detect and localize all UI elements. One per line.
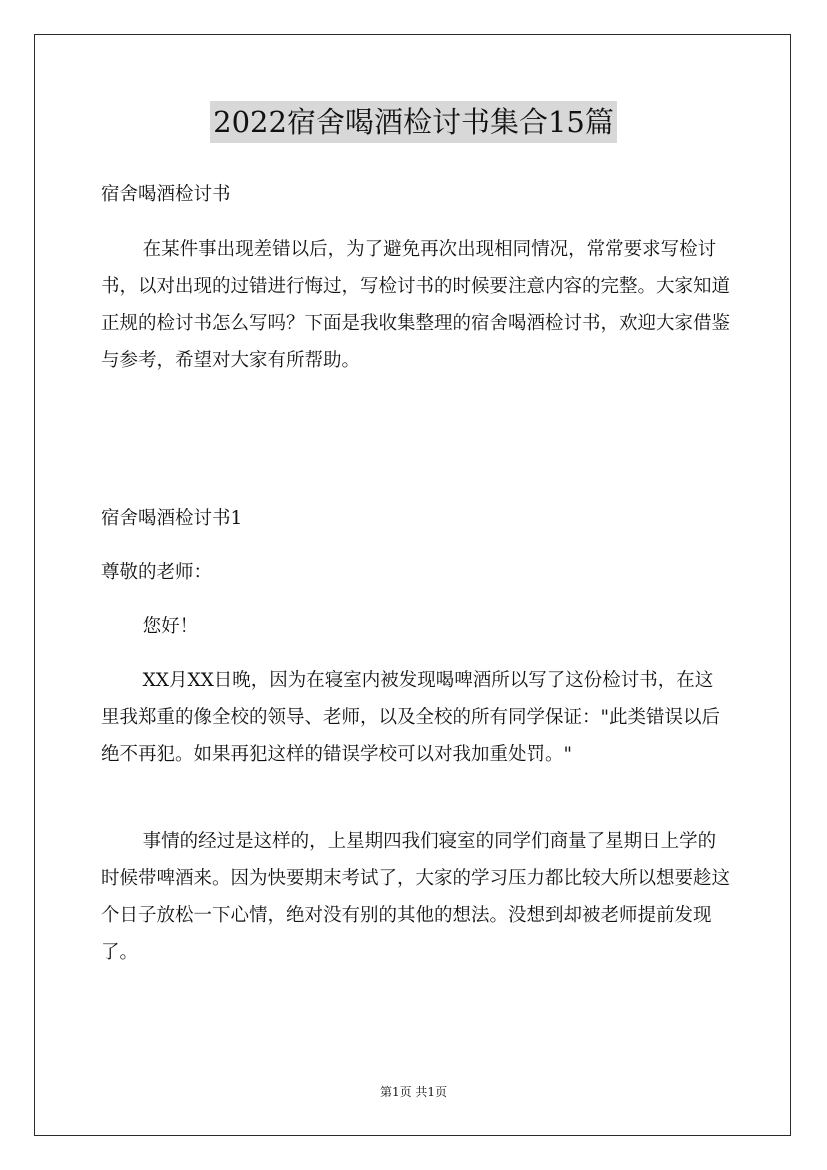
body-paragraph-1: XX月XX日晚，因为在寝室内被发现喝啤酒所以写了这份检讨书，在这里我郑重的像全校的领导、老师，以及全校的所有同学保证："此类错误以后绝不再犯。如果再犯这样的错误学校可以对我加重处罚。" — [101, 670, 721, 765]
document-title-text: 2022宿舍喝酒检讨书集合15篇 — [210, 101, 617, 143]
body-paragraph-2: 事情的经过是这样的，上星期四我们寝室的同学们商量了星期日上学的时候带啤酒来。因为快要期末考试了，大家的学习压力都比较大所以想要趁这个日子放松一下心情，绝对没有别的其他的想法。没想到却被老师提前发现了。 — [101, 831, 731, 963]
document-title — [0, 101, 827, 143]
salutation: 尊敬的老师： — [101, 562, 213, 583]
letter-heading: 宿舍喝酒检讨书1 — [101, 508, 243, 529]
intro-paragraph: 在某件事出现差错以后，为了避免再次出现相同情况，常常要求写检讨书，以对出现的过错进行悔过，写检讨书的时候要注意内容的完整。大家知道正规的检讨书怎么写吗？下面是我收集整理的宿舍喝酒检讨书，欢迎大家借鉴与参考，希望对大家有所帮助。 — [101, 239, 731, 371]
page-footer: 第1页 共1页 — [379, 1085, 448, 1099]
greeting: 您好！ — [142, 616, 199, 637]
intro-heading: 宿舍喝酒检讨书 — [101, 184, 231, 205]
